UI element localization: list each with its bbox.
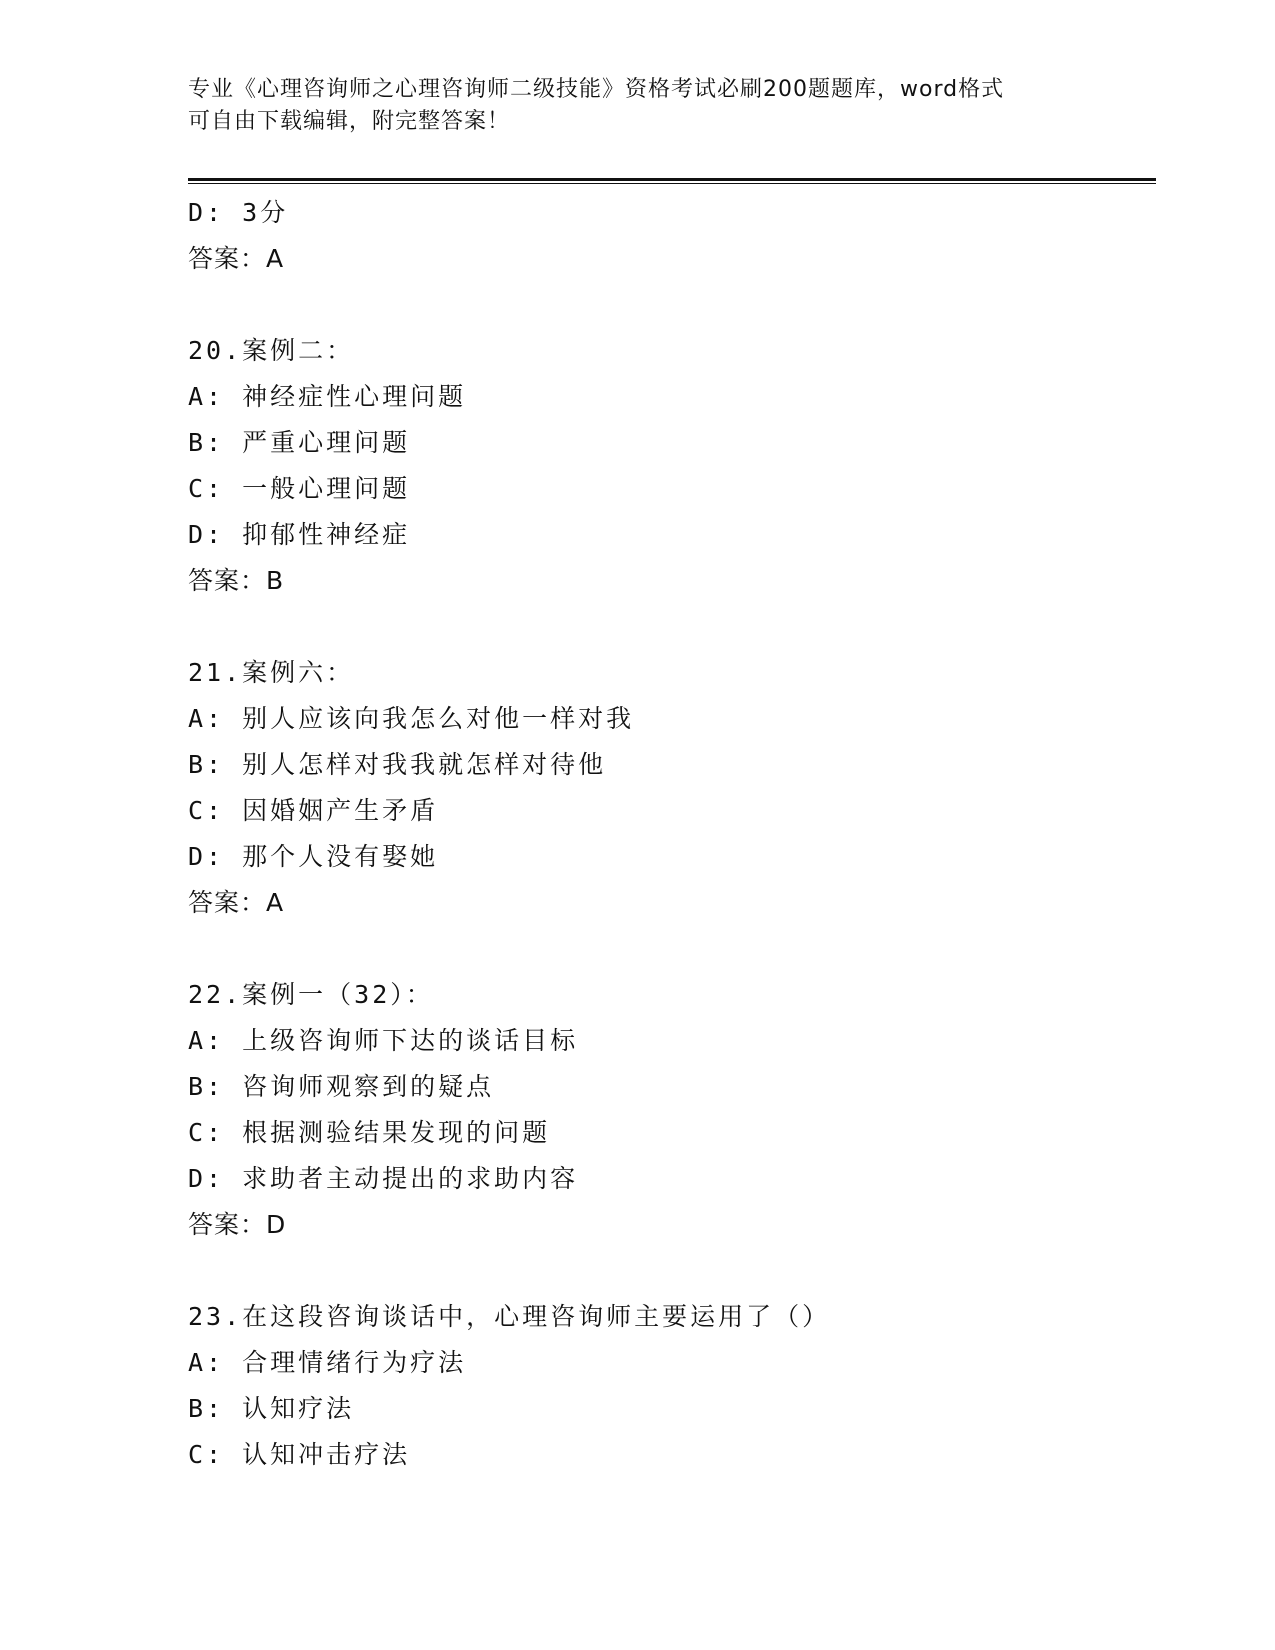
question-22 xyxy=(188,972,1156,1248)
question-title: 22.案例一（32）： xyxy=(188,980,434,1009)
option-c: C: 因婚姻产生矛盾 xyxy=(188,796,439,825)
answer: 答案：D xyxy=(188,1210,287,1239)
document-header xyxy=(188,74,1088,138)
option-b: B: 严重心理问题 xyxy=(188,428,411,457)
question-title: 23.在这段咨询谈话中，心理咨询师主要运用了（） xyxy=(188,1302,831,1331)
option-d: D: 求助者主动提出的求助内容 xyxy=(188,1164,579,1193)
header-rule-thick xyxy=(188,178,1156,181)
prev-answer: 答案：A xyxy=(188,244,285,273)
question-title: 21.案例六： xyxy=(188,658,355,687)
question-content xyxy=(188,190,1156,1478)
option-d: D: 那个人没有娶她 xyxy=(188,842,439,871)
option-c: C: 根据测验结果发现的问题 xyxy=(188,1118,551,1147)
option-a: A: 神经症性心理问题 xyxy=(188,382,467,411)
answer: 答案：A xyxy=(188,888,285,917)
option-b: B: 咨询师观察到的疑点 xyxy=(188,1072,495,1101)
option-b: B: 别人怎样对我我就怎样对待他 xyxy=(188,750,607,779)
option-b: B: 认知疗法 xyxy=(188,1394,355,1423)
option-c: C: 一般心理问题 xyxy=(188,474,411,503)
answer: 答案：B xyxy=(188,566,285,595)
question-title: 20.案例二： xyxy=(188,336,355,365)
option-c: C: 认知冲击疗法 xyxy=(188,1440,411,1469)
question-21 xyxy=(188,650,1156,926)
question-20 xyxy=(188,328,1156,604)
option-d: D: 抑郁性神经症 xyxy=(188,520,411,549)
option-a: A: 别人应该向我怎么对他一样对我 xyxy=(188,704,635,733)
header-line-2: 可自由下载编辑，附完整答案！ xyxy=(188,109,511,134)
option-a: A: 上级咨询师下达的谈话目标 xyxy=(188,1026,579,1055)
option-a: A: 合理情绪行为疗法 xyxy=(188,1348,467,1377)
question-23 xyxy=(188,1294,1156,1478)
prev-option-d: D: 3分 xyxy=(188,198,289,227)
header-line-1: 专业《心理咨询师之心理咨询师二级技能》资格考试必刷200题题库，word格式 xyxy=(188,77,1005,102)
header-rule-thin xyxy=(188,183,1156,184)
